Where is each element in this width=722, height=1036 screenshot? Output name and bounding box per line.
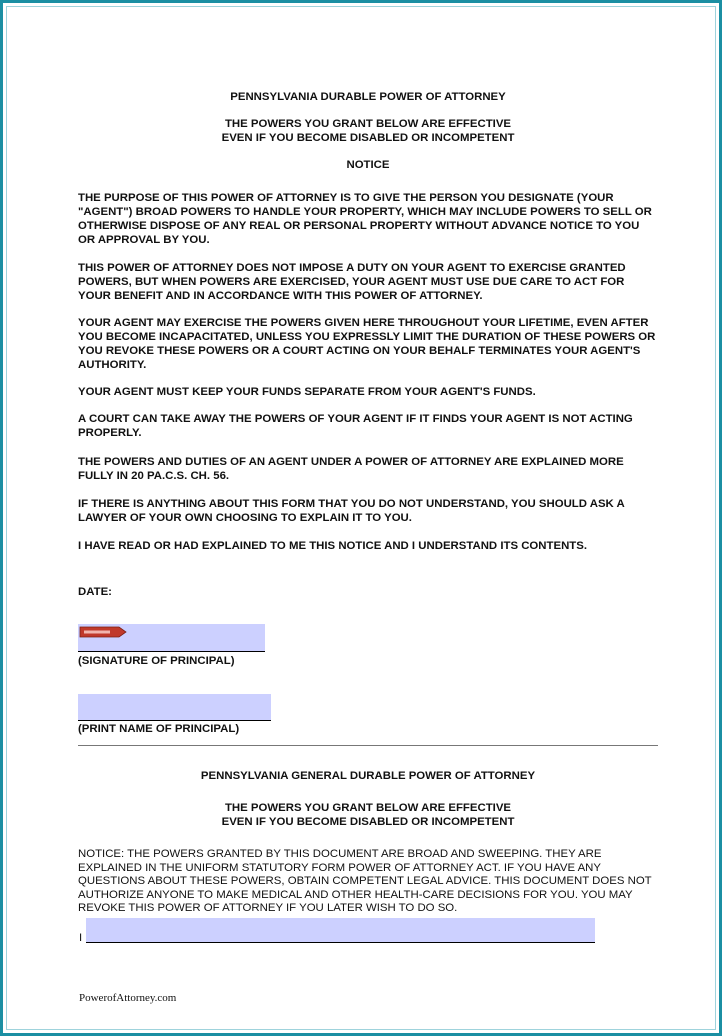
notice-paragraph-acknowledge: I HAVE READ OR HAD EXPLAINED TO ME THIS NOTICE AND I UNDERSTAND ITS CONTENTS. [78,540,588,552]
notice-heading: NOTICE [346,159,390,171]
general-title: PENNSYLVANIA GENERAL DURABLE POWER OF ATTORNEY [200,770,536,782]
effective-line-1: THE POWERS YOU GRANT BELOW ARE EFFECTIVE [224,118,512,130]
footer-site-name: PowerofAttorney.com [79,992,177,1004]
date-label: DATE: [78,586,112,598]
notice-paragraph-duty: THIS POWER OF ATTORNEY DOES NOT IMPOSE A DUTY ON YOUR AGENT TO EXERCISE GRANTED POWERS, BUT WHEN POWERS ARE EXERCISED, YOUR AGENT MUST USE DUE CARE TO ACT FOR YOUR BENEFIT AND IN ACCORDANCE WITH THIS POWER OF ATTORNEY. [78,262,626,302]
notice-paragraph-duties: THE POWERS AND DUTIES OF AN AGENT UNDER A POWER OF ATTORNEY ARE EXPLAINED MORE FULLY IN 20 PA.C.S. CH. 56. [78,456,624,482]
notice-paragraph-court: A COURT CAN TAKE AWAY THE POWERS OF YOUR AGENT IF IT FINDS YOUR AGENT IS NOT ACTING PROPERLY. [78,413,633,439]
principal-name-field[interactable] [86,918,595,943]
notice-paragraph-funds: YOUR AGENT MUST KEEP YOUR FUNDS SEPARATE FROM YOUR AGENT'S FUNDS. [78,386,536,398]
print-name-field[interactable] [78,694,271,721]
effective-line-2: EVEN IF YOU BECOME DISABLED OR INCOMPETENT [221,132,515,144]
section-divider [78,745,658,746]
general-effective-line-2: EVEN IF YOU BECOME DISABLED OR INCOMPETENT [221,816,515,828]
i-label: I [79,932,83,944]
sign-here-flag-icon[interactable] [79,626,127,638]
general-effective-line-1: THE POWERS YOU GRANT BELOW ARE EFFECTIVE [224,802,512,814]
notice-paragraph-lifetime: YOUR AGENT MAY EXERCISE THE POWERS GIVEN HERE THROUGHOUT YOUR LIFETIME, EVEN AFTER YOU BECOME INCAPACITATED, UNLESS YOU EXPRESSLY LIMIT THE DURATION OF THESE POWERS OR YOU REVOKE THESE POWERS OR A COURT ACTING ON YOUR BEHALF TERMINATES YOUR AGENT'S AUTHORITY. [78,317,656,371]
signature-label: (SIGNATURE OF PRINCIPAL) [78,655,235,667]
general-notice-paragraph: NOTICE: THE POWERS GRANTED BY THIS DOCUMENT ARE BROAD AND SWEEPING. THEY ARE EXPLAINED IN THE UNIFORM STATUTORY FORM POWER OF ATTORNEY ACT. IF YOU HAVE ANY QUESTIONS ABOUT THESE POWERS, OBTAIN COMPETENT LEGAL ADVICE. THIS DOCUMENT DOES NOT AUTHORIZE ANYONE TO MAKE MEDICAL AND OTHER HEALTH-CARE DECISIONS FOR YOU. YOU MAY REVOKE THIS POWER OF ATTORNEY IF YOU LATER WISH TO DO SO. [78,848,652,915]
notice-paragraph-purpose: THE PURPOSE OF THIS POWER OF ATTORNEY IS TO GIVE THE PERSON YOU DESIGNATE (YOUR "AGENT") BROAD POWERS TO HANDLE YOUR PROPERTY, WHICH MAY INCLUDE POWERS TO SELL OR OTHERWISE DISPOSE OF ANY REAL OR PERSONAL PROPERTY WITHOUT ADVANCE NOTICE TO YOU OR APPROVAL BY YOU. [78,192,652,246]
document-title: PENNSYLVANIA DURABLE POWER OF ATTORNEY [230,91,506,103]
notice-paragraph-lawyer: IF THERE IS ANYTHING ABOUT THIS FORM THAT YOU DO NOT UNDERSTAND, YOU SHOULD ASK A LAWYER OF YOUR OWN CHOOSING TO EXPLAIN IT TO YOU. [78,498,625,524]
print-name-label: (PRINT NAME OF PRINCIPAL) [78,723,240,735]
